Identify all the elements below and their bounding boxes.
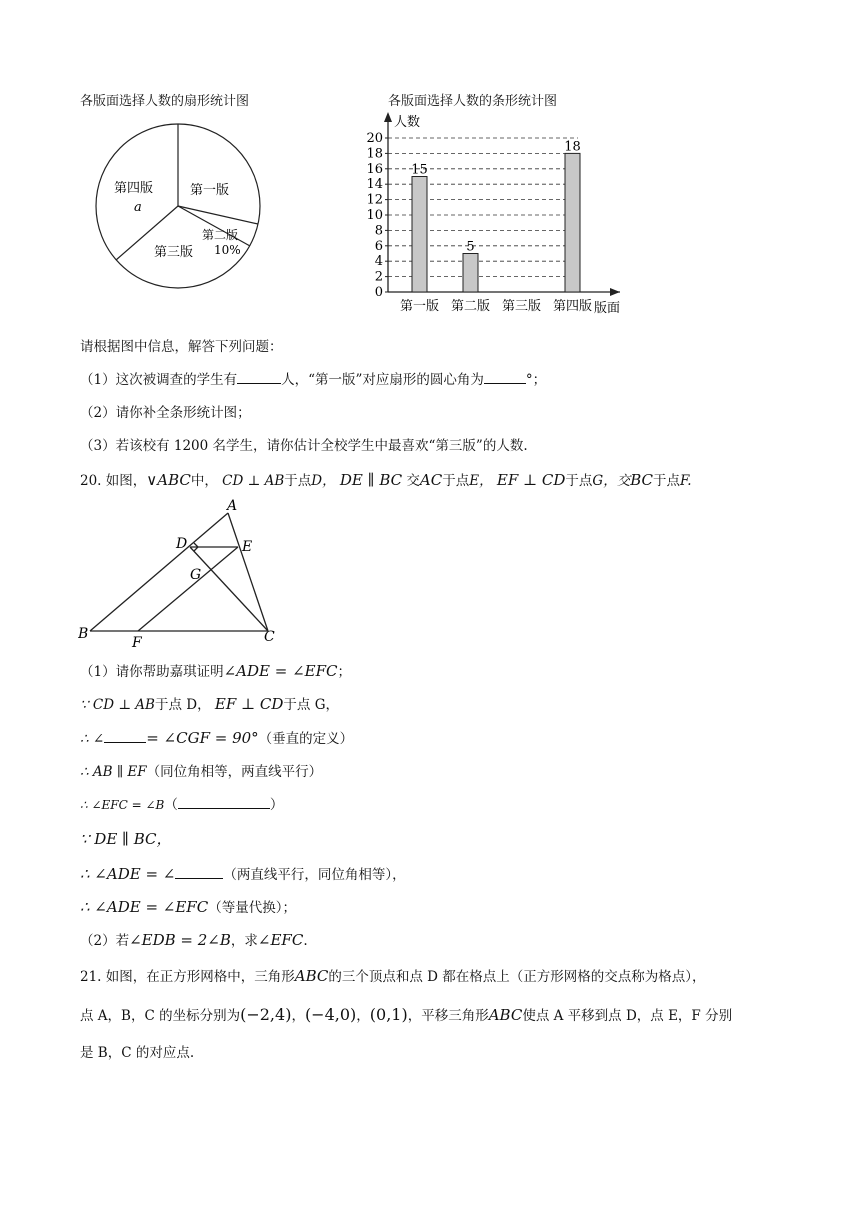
p20-text: D， xyxy=(311,473,336,489)
p21-math: (0,1) xyxy=(369,1005,408,1024)
geometry-figure xyxy=(78,498,288,650)
proof-text: （2）若 xyxy=(80,933,130,949)
p20-math: AC xyxy=(419,471,443,489)
p20-text: G，交 xyxy=(592,473,631,489)
p20-text: 于点 xyxy=(652,473,680,489)
proof-text: ，求 xyxy=(230,933,258,949)
question-1 xyxy=(80,370,546,390)
p20-triangle: ∨ABC xyxy=(146,471,191,489)
proof-text: ） xyxy=(269,797,284,813)
p21-text: 使点 A 平移到点 D，点 E，F 分别 xyxy=(522,1008,733,1024)
segment-dc xyxy=(190,547,268,631)
pie-chart-title: 各版面选择人数的扇形统计图 xyxy=(80,94,250,109)
p20-text: 于点 xyxy=(284,473,312,489)
answer-blank[interactable] xyxy=(175,866,223,879)
p21-math: ABC xyxy=(294,967,329,985)
problem-20-statement xyxy=(80,470,692,491)
y-tick-label: 10 xyxy=(366,208,383,223)
proof-math: ∴ ∠ADE = ∠EFC xyxy=(80,898,209,916)
point-label-g: G xyxy=(190,567,202,583)
proof-step-9 xyxy=(80,930,308,951)
pie-label-first: 第一版 xyxy=(190,183,230,198)
p20-text: 于点 xyxy=(442,473,470,489)
proof-text: （垂直的定义） xyxy=(258,731,354,747)
p20-num: 20. 如图， xyxy=(80,473,147,489)
problem-21-line-1 xyxy=(80,966,706,987)
proof-text: 于点 D， xyxy=(154,697,211,713)
point-label-f: F xyxy=(132,635,142,650)
point-label-b: B xyxy=(78,626,89,642)
x-axis-arrow xyxy=(610,288,620,296)
proof-text: . xyxy=(303,933,308,949)
point-label-a: A xyxy=(227,498,238,514)
proof-step-5 xyxy=(80,795,283,815)
answer-blank[interactable] xyxy=(104,730,146,743)
p20-math: CD ⊥ AB xyxy=(222,473,285,489)
proof-math: ∠EFC xyxy=(257,931,304,949)
pie-label-fourth-value: a xyxy=(134,200,142,215)
problem-21-line-2 xyxy=(80,1005,732,1026)
y-axis-arrow xyxy=(384,112,392,122)
p21-math: ABC xyxy=(488,1006,523,1024)
p21-text: 的三个顶点和点 D 都在格点上（正方形网格的交点称为格点）， xyxy=(328,969,706,985)
proof-text: ； xyxy=(337,664,351,680)
problem-21-line-3: 是 B，C 的对应点. xyxy=(80,1045,195,1061)
q1-text-a: （1）这次被调查的学生有 xyxy=(80,372,238,388)
question-3: （3）若该校有 1200 名学生，请你估计全校学生中最喜欢“第三版”的人数. xyxy=(80,438,528,454)
p21-text: 点 A，B，C 的坐标分别为 xyxy=(80,1008,241,1024)
p20-text: 交 xyxy=(406,473,420,489)
pie-label-third: 第三版 xyxy=(154,245,194,260)
answer-blank[interactable] xyxy=(178,796,270,809)
proof-math: EF ⊥ CD xyxy=(214,695,284,713)
proof-step-1 xyxy=(80,661,351,682)
y-tick-label: 8 xyxy=(374,223,383,239)
bar xyxy=(463,254,478,293)
bar xyxy=(565,153,580,292)
proof-text: 于点 G， xyxy=(283,697,339,713)
p20-math: EF ⊥ CD xyxy=(496,471,566,489)
q1-text-b: 人，“第一版”对应扇形的圆心角为 xyxy=(281,372,484,388)
x-tick-label: 第一版 xyxy=(399,299,440,314)
y-tick-label: 14 xyxy=(366,177,383,193)
point-label-c: C xyxy=(264,629,275,645)
y-tick-label: 20 xyxy=(366,131,383,146)
pie-label-second: 第二版 xyxy=(202,228,239,242)
p20-text: 于点 xyxy=(565,473,593,489)
y-tick-label: 12 xyxy=(366,192,383,208)
y-tick-label: 6 xyxy=(374,238,383,254)
y-tick-label: 2 xyxy=(374,269,383,285)
p20-math: BC xyxy=(630,471,653,489)
pie-chart xyxy=(90,118,270,298)
point-label-e: E xyxy=(242,539,253,555)
proof-text: （两直线平行，同位角相等）， xyxy=(223,867,406,883)
x-tick-label: 第二版 xyxy=(450,299,491,314)
bar-chart xyxy=(350,108,640,318)
pie-label-fourth: 第四版 xyxy=(114,181,154,196)
proof-math: = ∠CGF = 90° xyxy=(146,729,259,747)
answer-blank[interactable] xyxy=(237,371,281,384)
x-tick-label: 第四版 xyxy=(552,299,593,314)
proof-math: ∴ AB ∥ EF xyxy=(80,764,147,780)
proof-math: ∠ADE = ∠EFC xyxy=(223,662,338,680)
proof-math: ∴ ∠ xyxy=(80,731,105,747)
proof-step-8 xyxy=(80,897,296,918)
proof-step-2 xyxy=(80,694,339,715)
y-tick-label: 16 xyxy=(366,161,383,177)
p21-text: 21. 如图，在正方形网格中，三角形 xyxy=(80,969,295,985)
p20-text: 中， xyxy=(190,473,218,489)
pie-divider xyxy=(178,206,258,224)
p21-math: (−4,0) xyxy=(304,1005,357,1024)
p20-math: DE ∥ BC xyxy=(339,471,403,489)
proof-math: ∵ DE ∥ BC， xyxy=(80,830,172,848)
segment-ac xyxy=(228,513,268,631)
proof-text: （ xyxy=(164,797,178,813)
bar-value-label: 5 xyxy=(466,239,475,255)
proof-math: ∴ ∠ADE = ∠ xyxy=(80,865,176,883)
bar-value-label: 15 xyxy=(411,162,428,178)
proof-math: ∠EDB = 2∠B xyxy=(129,931,231,949)
p20-text: F. xyxy=(679,473,692,489)
p21-math: (−2,4) xyxy=(240,1005,292,1024)
q1-text-c: °； xyxy=(525,372,547,388)
proof-math: ∵ CD ⊥ AB xyxy=(80,697,155,713)
p21-text: ，平移三角形 xyxy=(407,1008,489,1024)
x-tick-label: 第三版 xyxy=(501,299,542,314)
question-2: （2）请你补全条形统计图； xyxy=(80,405,251,421)
y-tick-label: 0 xyxy=(374,285,383,300)
proof-step-3 xyxy=(80,728,353,749)
bar-chart-ylabel: 人数 xyxy=(394,115,421,130)
proof-text: （1）请你帮助嘉琪证明 xyxy=(80,664,224,680)
y-tick-label: 4 xyxy=(374,254,383,270)
bar-chart-title: 各版面选择人数的条形统计图 xyxy=(388,94,558,109)
proof-text: （等量代换）； xyxy=(208,900,296,916)
proof-math: ∴ ∠EFC = ∠B xyxy=(80,798,165,812)
p21-text: ， xyxy=(356,1008,370,1024)
y-tick-label: 18 xyxy=(366,146,383,162)
bar-value-label: 18 xyxy=(564,139,581,155)
point-label-d: D xyxy=(176,536,188,552)
bar-chart-xlabel: 版面 xyxy=(594,301,621,316)
p21-text: ， xyxy=(291,1008,305,1024)
proof-text: （同位角相等，两直线平行） xyxy=(146,764,323,780)
answer-blank[interactable] xyxy=(484,371,526,384)
proof-step-7 xyxy=(80,864,406,885)
proof-step-6 xyxy=(80,829,172,850)
proof-step-4 xyxy=(80,762,322,782)
segment-ef xyxy=(138,547,238,631)
bar xyxy=(412,177,427,293)
intro-text: 请根据图中信息，解答下列问题： xyxy=(80,339,283,355)
p20-text: E， xyxy=(469,473,493,489)
pie-label-second-pct: 10% xyxy=(214,243,241,257)
